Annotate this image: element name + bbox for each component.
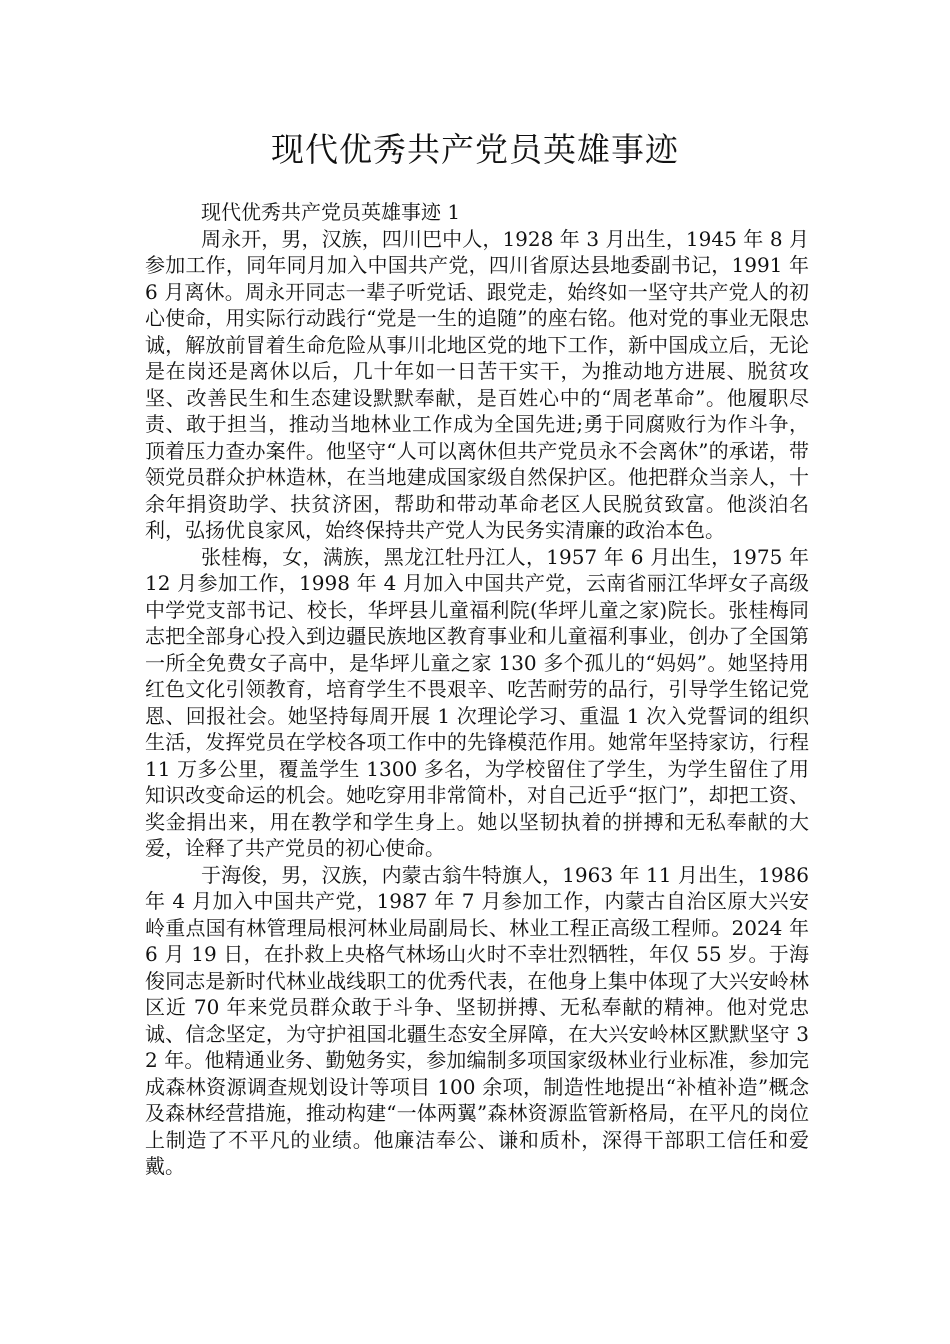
section-heading: 现代优秀共产党员英雄事迹 1 <box>201 200 461 224</box>
paragraph-yu-haijun: 于海俊，男，汉族，内蒙古翁牛特旗人，1963 年 11 月出生，1986 年 4 月加入中国共产党，1987 年 7 月参加工作，内蒙古自治区原大兴安岭重点国有林管理局根河林业局副局长、林业工程正高级工程师。2024 年 6 月 19 日，在扑救上央格气林场山火时不幸壮烈牺牲，年仅 55 岁。于海俊同志是新时代林业战线职工的优秀代表，在他身上集中体现了大兴安岭林区近 70 年来党员群众敢于斗争、坚韧拼搏、无私奉献的精神。他对党忠诚、信念坚定，为守护祖国北疆生态安全屏障，在大兴安岭林区默默坚守 32 年。他精通业务、勤勉务实，参加编制多项国家级林业行业标准，参加完成森林资源调查规划设计等项目 100 余项，制造性地提出“补植补造”概念及森林经营措施，推动构建“一体两翼”森林资源监管新格局，在平凡的岗位上制造了不平凡的业绩。他廉洁奉公、谦和质朴，深得干部职工信任和爱戴。 <box>145 862 809 1178</box>
paragraph-zhou-yongkai: 周永开，男，汉族，四川巴中人，1928 年 3 月出生，1945 年 8 月参加工作，同年同月加入中国共产党，四川省原达县地委副书记，1991 年 6 月离休。周永开同志一辈子听党话、跟党走，始终如一坚守共产党人的初心使命，用实际行动践行“党是一生的追随”的座右铭。他对党的事业无限忠诚，解放前冒着生命危险从事川北地区党的地下工作，新中国成立后，无论是在岗还是离休以后，几十年如一日苦干实干，为推动地方进展、脱贫攻坚、改善民生和生态建设默默奉献，是百姓心中的“周老革命”。他履职尽责、敢于担当，推动当地林业工作成为全国先进;勇于同腐败行为作斗争，顶着压力查办案件。他坚守“人可以离休但共产党员永不会离休”的承诺，带领党员群众护林造林，在当地建成国家级自然保护区。他把群众当亲人，十余年捐资助学、扶贫济困，帮助和带动革命老区人民脱贫致富。他淡泊名利，弘扬优良家风，始终保持共产党人为民务实清廉的政治本色。 <box>145 226 809 542</box>
document-title: 现代优秀共产党员英雄事迹 <box>271 130 679 169</box>
document-body <box>145 199 809 1180</box>
paragraph-zhang-guimei: 张桂梅，女，满族，黑龙江牡丹江人，1957 年 6 月出生，1975 年 12 月参加工作，1998 年 4 月加入中国共产党，云南省丽江华坪女子高级中学党支部书记、校长，华坪县儿童福利院(华坪儿童之家)院长。张桂梅同志把全部身心投入到边疆民族地区教育事业和儿童福利事业，创办了全国第一所全免费女子高中，是华坪儿童之家 130 多个孤儿的“妈妈”。她坚持用红色文化引领教育，培育学生不畏艰辛、吃苦耐劳的品行，引导学生铭记党恩、回报社会。她坚持每周开展 1 次理论学习、重温 1 次入党誓词的组织生活，发挥党员在学校各项工作中的先锋模范作用。她常年坚持家访，行程 11 万多公里，覆盖学生 1300 多名，为学校留住了学生，为学生留住了用知识改变命运的机会。她吃穿用非常简朴，对自己近乎“抠门”，却把工资、奖金捐出来，用在教学和学生身上。她以坚韧执着的拼搏和无私奉献的大爱，诠释了共产党员的初心使命。 <box>145 544 809 860</box>
